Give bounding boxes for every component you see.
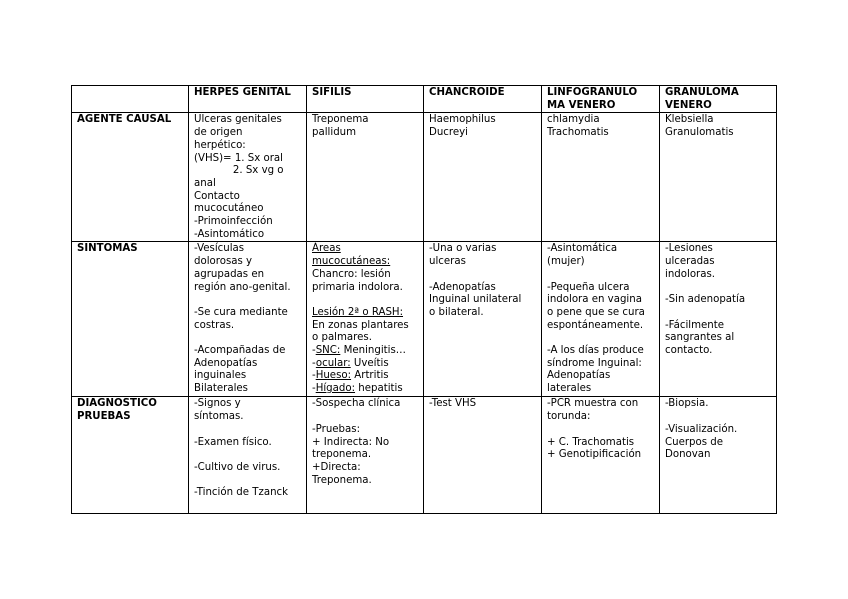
cell-sintomas-sifilis — [307, 242, 424, 397]
row-label-sintomas: SINTOMAS — [72, 242, 189, 397]
header-granuloma-venereo: GRANULOMA VENERO — [660, 86, 777, 113]
cell-sintomas-linfogranuloma: -Asintomática (mujer) -Pequeña ulcera indolora en vagina o pene que se cura espontáneamente. -A los días produce síndrome Inguinal: Adenopatías laterales — [542, 242, 660, 397]
sifilis-ocular-text: Uveítis — [353, 357, 389, 369]
sifilis-lesion-2-heading: Lesión 2ª o RASH: — [312, 306, 404, 318]
sifilis-snc-text: Meningitis… — [343, 345, 406, 357]
sifilis-snc-heading: SNC: — [315, 345, 341, 357]
cell-diagnostico-granuloma: -Biopsia. -Visualización. Cuerpos de Donovan — [660, 397, 777, 514]
sifilis-lesion-2-text: En zonas plantares o palmares. — [312, 319, 409, 344]
sifilis-dash: - — [312, 383, 316, 395]
sifilis-hueso-heading: Hueso: — [315, 370, 352, 382]
cell-sintomas-granuloma: -Lesiones ulceradas indoloras. -Sin adenopatía -Fácilmente sangrantes al contacto. — [660, 242, 777, 397]
header-sifilis: SIFILIS — [307, 86, 424, 113]
cell-diagnostico-herpes: -Signos y síntomas. -Examen físico. -Cultivo de virus. -Tinción de Tzanck — [189, 397, 307, 514]
sifilis-areas-mucocutaneas-heading: Áreas mucocutáneas: — [312, 243, 391, 268]
cell-agente-herpes: Ulceras genitales de origen herpético: (VHS)= 1. Sx oral 2. Sx vg o anal Contacto mucocutáneo -Primoinfección -Asintomático — [189, 113, 307, 242]
cell-diagnostico-linfogranuloma: -PCR muestra con torunda: + C. Trachomatis + Genotipificación — [542, 397, 660, 514]
row-label-agente-causal: AGENTE CAUSAL — [72, 113, 189, 242]
header-corner-cell — [72, 86, 189, 113]
cell-sintomas-chancroide: -Una o varias ulceras -Adenopatías Inguinal unilateral o bilateral. — [424, 242, 542, 397]
cell-agente-granuloma: Klebsiella Granulomatis — [660, 113, 777, 242]
row-diagnostico-pruebas — [72, 397, 777, 514]
sifilis-dash: - — [312, 357, 316, 369]
row-sintomas — [72, 242, 777, 397]
row-label-diagnostico-pruebas: DIAGNOSTICO PRUEBAS — [72, 397, 189, 514]
std-comparison-table — [71, 85, 777, 514]
cell-diagnostico-sifilis: -Sospecha clínica -Pruebas: + Indirecta: No treponema. +Directa: Treponema. — [307, 397, 424, 514]
header-herpes-genital: HERPES GENITAL — [189, 86, 307, 113]
sifilis-ocular-heading: ocular: — [315, 357, 351, 369]
cell-agente-sifilis: Treponema pallidum — [307, 113, 424, 242]
sifilis-higado-heading: Hígado: — [315, 383, 356, 395]
row-agente-causal — [72, 113, 777, 242]
sifilis-higado-text: hepatitis — [355, 383, 403, 395]
cell-agente-linfogranuloma: chlamydia Trachomatis — [542, 113, 660, 242]
cell-sintomas-herpes: -Vesículas dolorosas y agrupadas en región ano-genital. -Se cura mediante costras. -Acompañadas de Adenopatías inguinales Bilaterales — [189, 242, 307, 397]
header-chancroide: CHANCROIDE — [424, 86, 542, 113]
cell-diagnostico-chancroide: -Test VHS — [424, 397, 542, 514]
sifilis-areas-mucocutaneas-text: Chancro: lesión primaria indolora. — [312, 268, 403, 293]
header-linfogranuloma-venereo: LINFOGRANULO MA VENERO — [542, 86, 660, 113]
cell-agente-chancroide: Haemophilus Ducreyi — [424, 113, 542, 242]
sifilis-hueso-text: Artritis — [354, 370, 389, 382]
sifilis-dash: - — [312, 370, 316, 382]
header-row — [72, 86, 777, 113]
sifilis-dash: - — [312, 345, 316, 357]
